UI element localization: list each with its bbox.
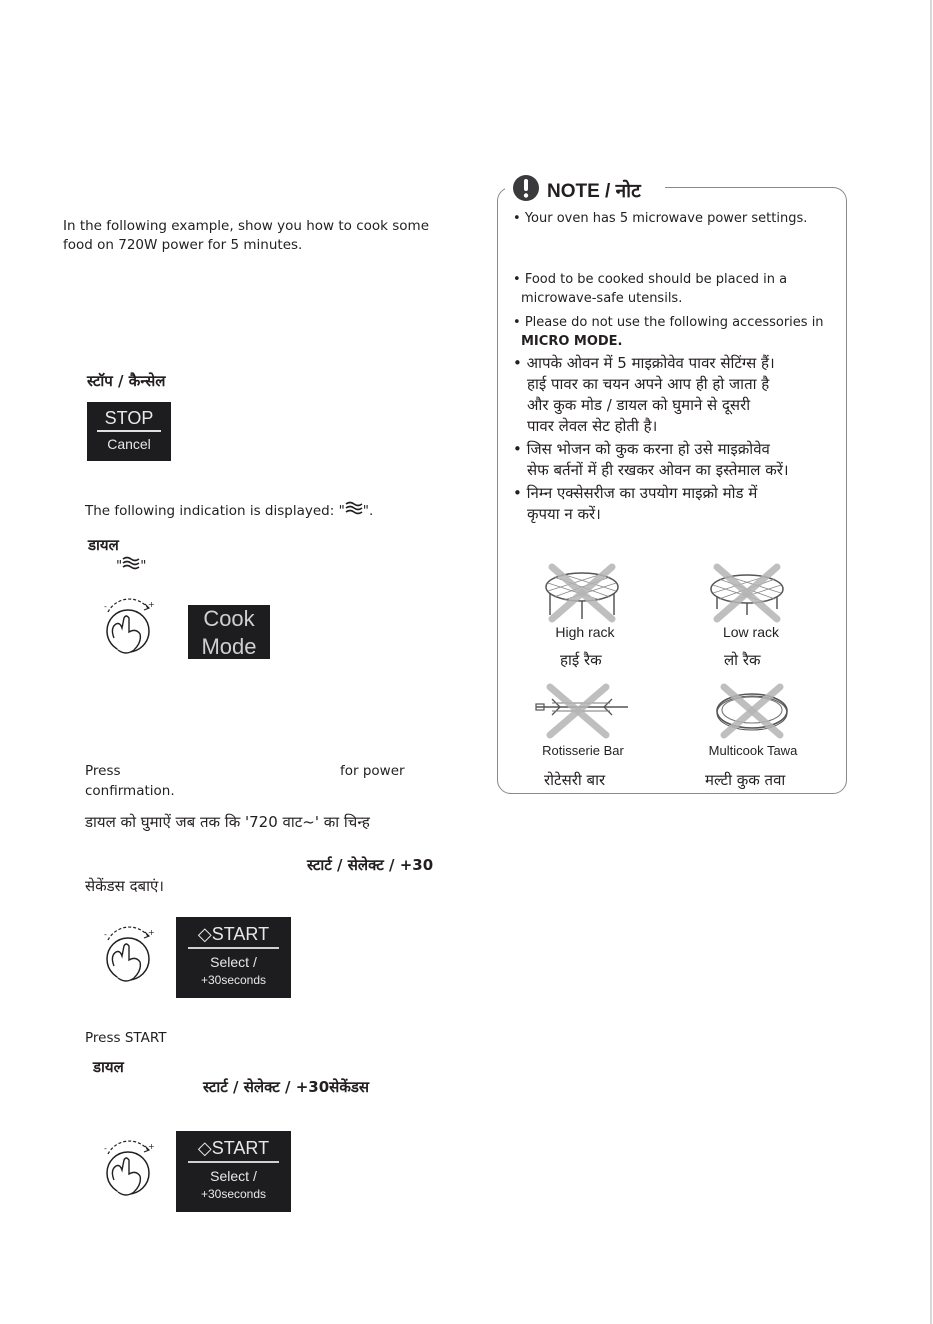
multicook-tawa-hi: मल्टी कुक तवा [705,771,786,789]
note-bullet-2: • Food to be cooked should be placed in a [513,272,788,287]
hi-line-6: सेफ बर्तनों में ही रखकर ओवन का इस्तेमाल करें। [527,461,789,479]
multicook-tawa-caption: Multicook Tawa [708,743,798,758]
note-bullet-2-cont: microwave-safe utensils. [521,291,683,306]
intro-line-2: food on 720W power for 5 minutes. [63,237,303,253]
start-select-display [176,1131,291,1212]
cancel-text: Cancel [107,436,151,452]
rotisserie-bar-caption: Rotisserie Bar [542,743,624,758]
low-rack-hi: लो रैक [724,651,761,669]
seconds-word: seconds [221,1187,267,1201]
micro-mode-text: MICRO MODE. [521,334,623,349]
start-text: START [211,924,270,944]
plus30-seconds-text [176,972,291,989]
intro-line-1: In the following example, show you how to cook some [63,218,430,234]
display-divider [188,947,279,949]
note-bullet-1: • Your oven has 5 microwave power settings. [513,211,808,226]
note-bullet-3-text: Please do not use the following accessories in [524,315,824,330]
stop-cancel-display [87,402,171,461]
note-bullet-3: • Please do not use the following accessories in [513,315,824,330]
quote-close: " [140,558,147,574]
hi-line-1: • आपके ओवन में 5 माइक्रोवेव पावर सेटिंग्स हैं। [513,354,775,372]
seconds-press-hi: सेकेंडस दबाएं। [85,877,164,895]
display-divider [97,430,161,432]
start-diamond-icon: ◇ [197,1138,212,1158]
dial-label-2: डायल [93,1058,124,1076]
svg-text:+: + [148,1142,155,1151]
hi-line-1-text: आपके ओवन में 5 माइक्रोवेव पावर सेटिंग्स हैं। [526,354,775,372]
indication-end: ". [362,503,374,519]
rotisserie-bar-hi: रोटेसरी बार [544,771,606,789]
high-rack-image [542,563,622,627]
high-rack-hi: हाई रैक [560,651,602,669]
high-rack-caption: High rack [555,624,615,640]
seconds-word: seconds [221,973,267,987]
start-select-display [176,917,291,998]
press-word: Press [85,763,121,779]
note-bullet-2-text: Food to be cooked should be placed in a [524,272,788,287]
svg-text:-: - [104,930,107,939]
plus30-seconds-text [176,1186,291,1203]
hi-line-3: और कुक मोड / डायल को घुमाने से दूसरी [527,396,751,414]
svg-text:+: + [148,600,155,609]
svg-text:-: - [104,602,107,611]
hi-line-7: • निम्न एक्सेसरीज का उपयोग माइक्रो मोड में [513,484,758,502]
start-diamond-icon: ◇ [197,924,212,944]
dial-turn-icon [100,926,158,990]
rotate-dial-hi: डायल को घुमाऐं जब तक कि '720 वाट~' का चिन्ह [85,813,370,831]
for-power-text: for power [340,763,405,779]
select-text: Select / [210,954,257,970]
stop-cancel-label: स्टॉप / कैन्सेल [87,372,166,390]
start-line [176,917,291,946]
hi-line-5-text: जिस भोजन को कुक करना हो उसे माइक्रोवेव [526,440,770,458]
multicook-tawa-image [712,683,792,743]
hi-line-4: पावर लेवल सेट होती है। [527,417,658,435]
press-start-word: Press [85,1030,125,1046]
hi-line-8: कृपया न करें। [527,505,601,523]
low-rack-caption: Low rack [722,624,780,640]
microwave-wave-icon [122,556,140,576]
display-divider [188,1161,279,1163]
exclamation-icon [512,174,540,206]
select-text: Select / [210,1168,257,1184]
start-line [176,1131,291,1160]
mode-text: Mode [201,634,257,659]
rotisserie-bar-image [532,683,632,743]
svg-text:-: - [104,1144,107,1153]
plus30-num: +30 [200,973,222,987]
press-start-bold: START [124,1030,167,1046]
hi-line-5: • जिस भोजन को कुक करना हो उसे माइक्रोवेव [513,440,770,458]
dial-turn-icon [100,1140,158,1204]
microwave-wave-icon [345,501,363,521]
svg-text:+: + [148,928,155,937]
plus30-num: +30 [200,1187,222,1201]
start-select-hi: स्टार्ट / सेलेक्ट / +30 [307,856,434,874]
start-text: START [211,1138,270,1158]
indication-line [85,501,373,521]
wave-symbol-line [116,556,146,576]
dial-turn-icon [100,598,158,662]
press-start-line [85,1029,166,1048]
hi-line-2: हाई पावर का चयन अपने आप ही हो जाता है [527,375,770,393]
low-rack-image [707,563,787,627]
stop-text: STOP [104,408,154,428]
note-bullet-1-text: Your oven has 5 microwave power settings. [524,211,808,226]
note-title: NOTE / नोट [547,181,641,202]
cook-text: Cook [203,606,255,631]
cook-mode-display [188,605,270,659]
indication-text: The following indication is displayed: " [85,503,345,519]
start-select-seconds-hi: स्टार्ट / सेलेक्ट / +30सेकेंडस [203,1078,369,1096]
dial-label: डायल [88,536,119,554]
confirmation-text: confirmation. [85,783,175,799]
quote-open: " [116,558,123,574]
hi-line-7-text: निम्न एक्सेसरीज का उपयोग माइक्रो मोड में [526,484,758,502]
page-edge-line [930,0,932,1324]
